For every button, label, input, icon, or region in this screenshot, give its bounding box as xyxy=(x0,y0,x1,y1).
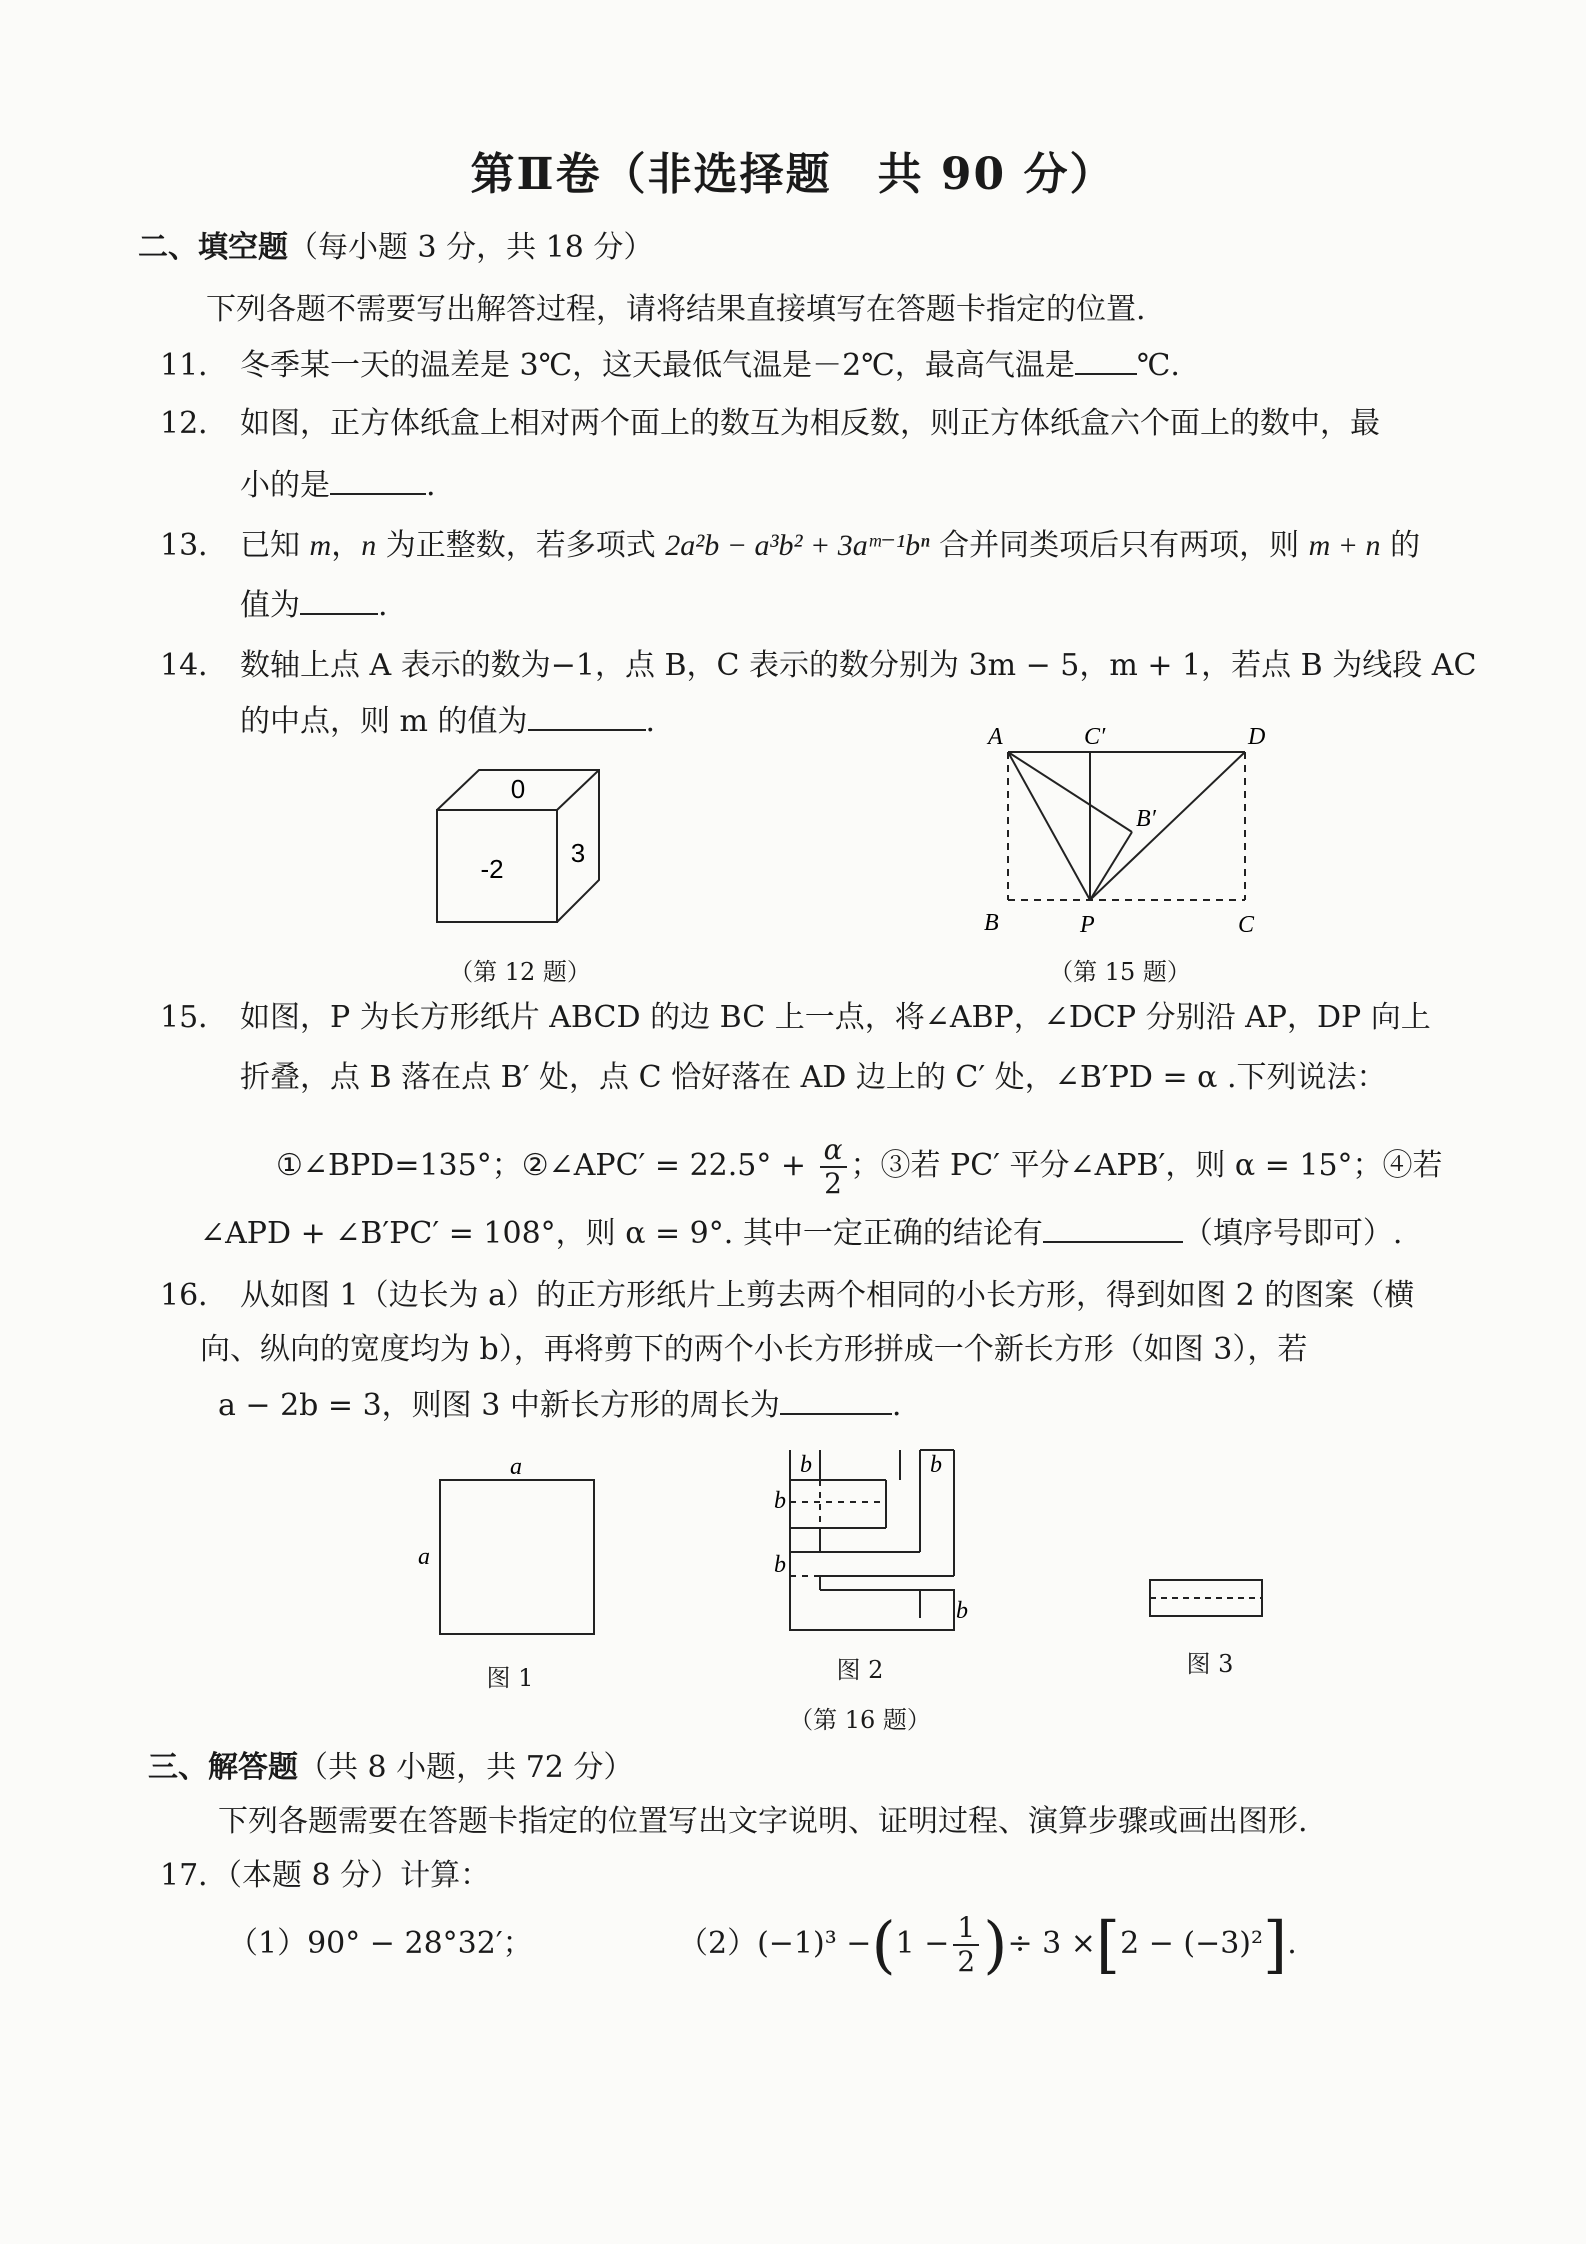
left-bracket: [ xyxy=(1095,1908,1121,1981)
question-17 xyxy=(160,1856,490,1896)
question-number: 15． xyxy=(160,1000,229,1035)
answer-blank[interactable] xyxy=(780,1387,892,1415)
question-text: 值为 xyxy=(240,588,300,623)
question-number: 12． xyxy=(160,406,229,441)
question-17-part-1 xyxy=(228,1924,533,1964)
question-text: ∠APD + ∠B′PC′ = 108°，则 α = 9°. 其中一定正确的结论有 xyxy=(200,1216,1043,1251)
part-expression: ÷ 3 × xyxy=(1007,1926,1096,1961)
question-text: 已知 xyxy=(240,528,310,563)
section-3-title: 三、解答题 xyxy=(148,1750,298,1785)
question-text: ℃. xyxy=(1136,348,1180,383)
fraction-denominator: 2 xyxy=(824,1167,842,1200)
question-text: 的中点，则 m 的值为 xyxy=(240,704,528,739)
question-text: 从如图 1（边长为 a）的正方形纸片上剪去两个相同的小长方形，得到如图 2 的图案（横 xyxy=(240,1278,1415,1313)
point-d-label: D xyxy=(1248,724,1266,750)
section-2-heading xyxy=(138,222,653,266)
question-number: 17． xyxy=(160,1858,229,1893)
fig2-caption: 图 2 xyxy=(836,1656,884,1684)
fig2-b-label: b xyxy=(774,1552,786,1578)
section-2-instruction: 下列各题不需要写出解答过程，请将结果直接填写在答题卡指定的位置. xyxy=(206,292,1146,327)
question-text: 的 xyxy=(1380,528,1421,563)
part-label: （1） xyxy=(228,1926,308,1961)
question-15 xyxy=(160,998,1431,1038)
part-label: （2） xyxy=(678,1926,758,1961)
cube-side-label: 3 xyxy=(570,838,586,868)
question-text: . xyxy=(645,704,656,739)
question-text: 为正整数，若多项式 xyxy=(376,528,666,563)
question-16-line2: 向、纵向的宽度均为 b），再将剪下的两个小长方形拼成一个新长方形（如图 3），若 xyxy=(200,1332,1308,1367)
question-text: （本题 8 分）计算： xyxy=(212,1858,491,1893)
figure-12-caption: （第 12 题） xyxy=(449,958,591,986)
question-text: 合并同类项后只有两项，则 xyxy=(929,528,1309,563)
question-12-line2 xyxy=(240,466,436,506)
question-text: 如图，正方体纸盒上相对两个面上的数互为相反数，则正方体纸盒六个面上的数中，最 xyxy=(240,406,1380,441)
question-17-part-2 xyxy=(678,1904,1297,1985)
figure-16-caption: （第 16 题） xyxy=(789,1706,931,1734)
question-14-line2 xyxy=(240,702,655,742)
point-c-label: C xyxy=(1238,912,1255,938)
figure-16 xyxy=(400,1440,1300,1660)
math-expression: m + n xyxy=(1308,529,1381,562)
answer-blank[interactable] xyxy=(1075,347,1137,375)
part-expression: 90° − 28°32′； xyxy=(307,1926,533,1961)
fig2-b-label: b xyxy=(956,1598,968,1624)
question-16 xyxy=(160,1276,1414,1316)
figure-12-cube xyxy=(420,762,620,932)
cube-top-label: 0 xyxy=(510,774,526,804)
question-text: . xyxy=(891,1388,902,1423)
question-number: 16． xyxy=(160,1278,229,1313)
fraction-numerator: 1 xyxy=(953,1912,979,1946)
polynomial: 2a²b − a³b² + 3aᵐ⁻¹bⁿ xyxy=(665,529,930,562)
answer-blank[interactable] xyxy=(528,703,646,731)
question-13 xyxy=(160,526,1420,566)
question-text: . xyxy=(378,588,388,623)
question-number: 13． xyxy=(160,528,229,563)
section-3-note: （共 8 小题，共 72 分） xyxy=(298,1750,634,1785)
point-c-prime-label: C′ xyxy=(1084,724,1106,750)
fig3-caption: 图 3 xyxy=(1186,1650,1234,1678)
fig1-caption: 图 1 xyxy=(486,1664,534,1692)
section-3-instruction: 下列各题需要在答题卡指定的位置写出文字说明、证明过程、演算步骤或画出图形. xyxy=(218,1804,1308,1839)
question-text: . xyxy=(426,468,436,503)
question-text: （填序号即可）. xyxy=(1182,1216,1403,1251)
figure-15-caption: （第 15 题） xyxy=(1049,958,1191,986)
fraction-alpha-over-2 xyxy=(820,1134,847,1200)
question-15-statements xyxy=(276,1134,1443,1200)
question-16-line3 xyxy=(218,1386,901,1426)
part-expression: (−1)³ − xyxy=(757,1926,872,1961)
answer-blank[interactable] xyxy=(300,587,378,615)
question-15-line2: 折叠，点 B 落在点 B′ 处，点 C 恰好落在 AD 边上的 C′ 处，∠B′PD = α .下列说法： xyxy=(240,1060,1387,1095)
question-text: 小的是 xyxy=(240,468,330,503)
question-15-line4 xyxy=(200,1214,1402,1254)
right-bracket: ] xyxy=(1263,1908,1288,1981)
math-var: m xyxy=(309,529,332,562)
part-expression: 2 − (−3)² xyxy=(1120,1926,1264,1961)
point-a-label: A xyxy=(988,724,1003,750)
statement-text: ①∠BPD=135°；②∠APC′ = 22.5° + xyxy=(276,1148,816,1183)
question-13-line2 xyxy=(240,586,388,626)
figure-15-rectangle xyxy=(970,722,1270,942)
part-expression: 1 − xyxy=(895,1926,950,1961)
section-2-title: 二、填空题 xyxy=(138,230,288,265)
question-text: 冬季某一天的温差是 3℃，这天最低气温是－2℃，最高气温是 xyxy=(240,348,1075,383)
point-p-label: P xyxy=(1080,912,1095,938)
question-number: 14． xyxy=(160,648,229,683)
question-number: 11． xyxy=(160,348,229,383)
cube-front-label: -2 xyxy=(480,854,504,884)
point-b-label: B xyxy=(984,910,999,936)
answer-blank[interactable] xyxy=(330,467,426,495)
question-12 xyxy=(160,404,1380,444)
question-14 xyxy=(160,646,1476,686)
section-3-heading xyxy=(148,1742,633,1786)
fig1-top-a-label: a xyxy=(510,1454,522,1480)
section-2-note: （每小题 3 分，共 18 分） xyxy=(288,230,654,265)
fig2-b-label: b xyxy=(930,1452,942,1478)
fraction-numerator: α xyxy=(820,1134,847,1168)
fraction-denominator: 2 xyxy=(957,1945,976,1978)
fig1-left-a-label: a xyxy=(418,1544,430,1570)
left-paren: ( xyxy=(871,1908,896,1981)
answer-blank[interactable] xyxy=(1043,1215,1183,1243)
question-text: a − 2b = 3，则图 3 中新长方形的周长为 xyxy=(218,1388,780,1423)
question-11 xyxy=(160,346,1180,386)
part-expression: . xyxy=(1287,1926,1297,1961)
question-text: 数轴上点 A 表示的数为−1，点 B，C 表示的数分别为 3m − 5，m + 1，若点 B 为线段 AC xyxy=(240,648,1477,683)
question-text: 如图，P 为长方形纸片 ABCD 的边 BC 上一点，将∠ABP，∠DCP 分别沿 AP，DP 向上 xyxy=(240,1000,1431,1035)
fig2-b-label: b xyxy=(774,1488,786,1514)
question-text: ， xyxy=(331,528,362,563)
right-paren: ) xyxy=(983,1908,1008,1981)
point-b-prime-label: B′ xyxy=(1136,806,1156,832)
fig2-b-label: b xyxy=(800,1452,812,1478)
statement-text: ；③若 PC′ 平分∠APB′，则 α = 15°；④若 xyxy=(850,1148,1443,1183)
page-title: 第Ⅱ卷（非选择题 共 90 分） xyxy=(470,149,1116,200)
math-var: n xyxy=(361,529,377,562)
fraction-one-half xyxy=(953,1912,979,1978)
